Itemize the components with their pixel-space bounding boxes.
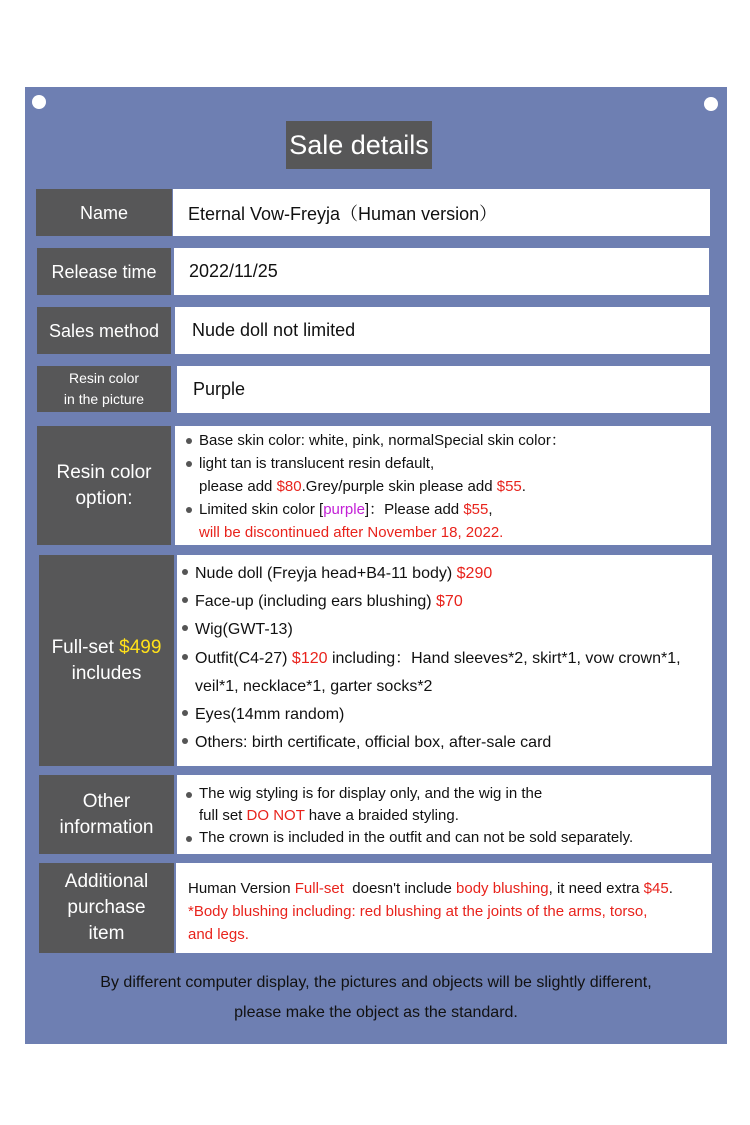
price-120: $120 [291, 649, 328, 667]
resin-option-value [175, 426, 711, 545]
additional-text: doesn't include [343, 880, 457, 897]
other-info-bullet-1 [185, 783, 711, 805]
resin-option-bullet-2-text: light tan is translucent resin default, [199, 455, 435, 472]
fullset-label [39, 555, 174, 766]
release-value [174, 248, 709, 295]
other-info-bullet-1-cont [185, 805, 711, 827]
price-45: $45 [643, 880, 669, 897]
fullset-label-text: Full-set [51, 636, 120, 658]
other-info-text: full set [199, 807, 247, 824]
additional-text: , it need extra [548, 880, 644, 897]
fullset-item-3 [181, 616, 712, 644]
sales-method-value [175, 307, 710, 354]
other-info-label-line2: information [59, 816, 154, 838]
additional-label [39, 863, 174, 953]
resin-picture-label-line1: Resin color [68, 370, 140, 386]
price-70: $70 [436, 593, 463, 611]
fullset-item-2 [181, 588, 712, 616]
fullset-item-5 [181, 701, 712, 729]
fullset-item-1 [181, 560, 712, 588]
additional-value [176, 863, 712, 953]
full-set-highlight: Full-set [294, 880, 344, 897]
other-info-text: have a braided styling. [304, 807, 459, 824]
fullset-item-text: Others: birth certificate, official box, after-sale card [195, 734, 552, 752]
additional-line-3: and legs. [188, 926, 249, 943]
resin-picture-label-line2: in the picture [63, 391, 145, 407]
fullset-item-text: including：Hand sleeves*2, skirt*1, vow crown*1, [327, 649, 681, 667]
sales-method-label-text: Sales method [48, 320, 160, 341]
resin-option-bullet-2 [185, 452, 711, 475]
release-label [37, 248, 171, 295]
fullset-price: $499 [119, 636, 162, 658]
discontinued-notice: will be discontinued after November 18, 2022. [199, 524, 504, 541]
name-label [36, 189, 172, 236]
additional-label-line2: purchase [67, 897, 146, 918]
footer-line-2: please make the object as the standard. [234, 1004, 518, 1021]
resin-option-bullet-3 [185, 498, 711, 521]
price-55: $55 [496, 478, 522, 495]
price-290: $290 [456, 565, 493, 582]
additional-label-line3: item [88, 923, 125, 944]
resin-option-text: ]：Please add [364, 501, 464, 518]
additional-text: . [668, 880, 673, 897]
additional-text: Human Version [188, 880, 295, 897]
resin-option-text: please add [199, 478, 277, 495]
fullset-item-text: Wig(GWT-13) [195, 621, 293, 639]
resin-option-text: Limited skin color [ [199, 501, 324, 518]
sales-method-value-text: Nude doll not limited [192, 320, 356, 340]
fullset-label-line1 [52, 635, 162, 661]
resin-picture-value [177, 366, 710, 413]
page-title: Sale details [286, 121, 432, 169]
footer-line-1: By different computer display, the pictures and objects will be slightly different, [100, 974, 652, 991]
name-value [173, 189, 710, 236]
resin-option-text: . [521, 478, 526, 495]
resin-option-text: .Grey/purple skin please add [301, 478, 497, 495]
sales-method-label [37, 307, 171, 354]
other-info-label [39, 775, 174, 854]
other-info-text: The crown is included in the outfit and can not be sold separately. [199, 829, 634, 846]
resin-picture-label [37, 366, 171, 412]
additional-line-1 [188, 877, 712, 900]
fullset-label-line2: includes [71, 662, 142, 684]
other-info-value [177, 775, 711, 854]
fullset-item-text: Nude doll (Freyja head+B4-11 body) [195, 565, 457, 582]
pin-dot-right [704, 97, 718, 111]
resin-option-label-line2: option: [75, 487, 133, 509]
fullset-item-4-cont: veil*1, necklace*1, garter socks*2 [195, 677, 433, 695]
purple-highlight: purple [323, 501, 365, 518]
resin-option-bullet-1-text: Base skin color: white, pink, normalSpecial skin color： [199, 432, 566, 449]
resin-option-bullet-2-cont [185, 475, 711, 498]
resin-option-bullet-1 [185, 429, 711, 452]
fullset-item-text: Face-up (including ears blushing) [195, 593, 437, 611]
do-not-warning: DO NOT [246, 807, 305, 824]
other-info-bullet-2 [185, 827, 711, 849]
release-label-text: Release time [51, 261, 157, 282]
other-info-text: The wig styling is for display only, and the wig in the [199, 785, 543, 802]
resin-picture-value-text: Purple [193, 379, 246, 399]
resin-option-label [37, 426, 171, 545]
resin-option-text: , [488, 501, 493, 518]
fullset-item-text: Eyes(14mm random) [195, 706, 345, 724]
name-value-text: Eternal Vow-Freyja（Human version） [188, 203, 498, 224]
fullset-item-text: Outfit(C4-27) [195, 649, 292, 667]
price-80: $80 [276, 478, 302, 495]
body-blushing-highlight: body blushing [456, 880, 549, 897]
resin-option-label-line1: Resin color [56, 461, 152, 483]
pin-dot-left [32, 95, 46, 109]
fullset-value [177, 555, 712, 766]
fullset-item-6 [181, 729, 712, 757]
other-info-label-line1: Other [82, 790, 131, 812]
price-55: $55 [463, 501, 489, 518]
additional-line-2: *Body blushing including: red blushing at the joints of the arms, torso, [188, 903, 648, 920]
name-label-text: Name [79, 202, 128, 223]
additional-label-line1: Additional [64, 871, 149, 892]
fullset-item-4 [181, 645, 712, 673]
release-value-text: 2022/11/25 [189, 261, 278, 281]
